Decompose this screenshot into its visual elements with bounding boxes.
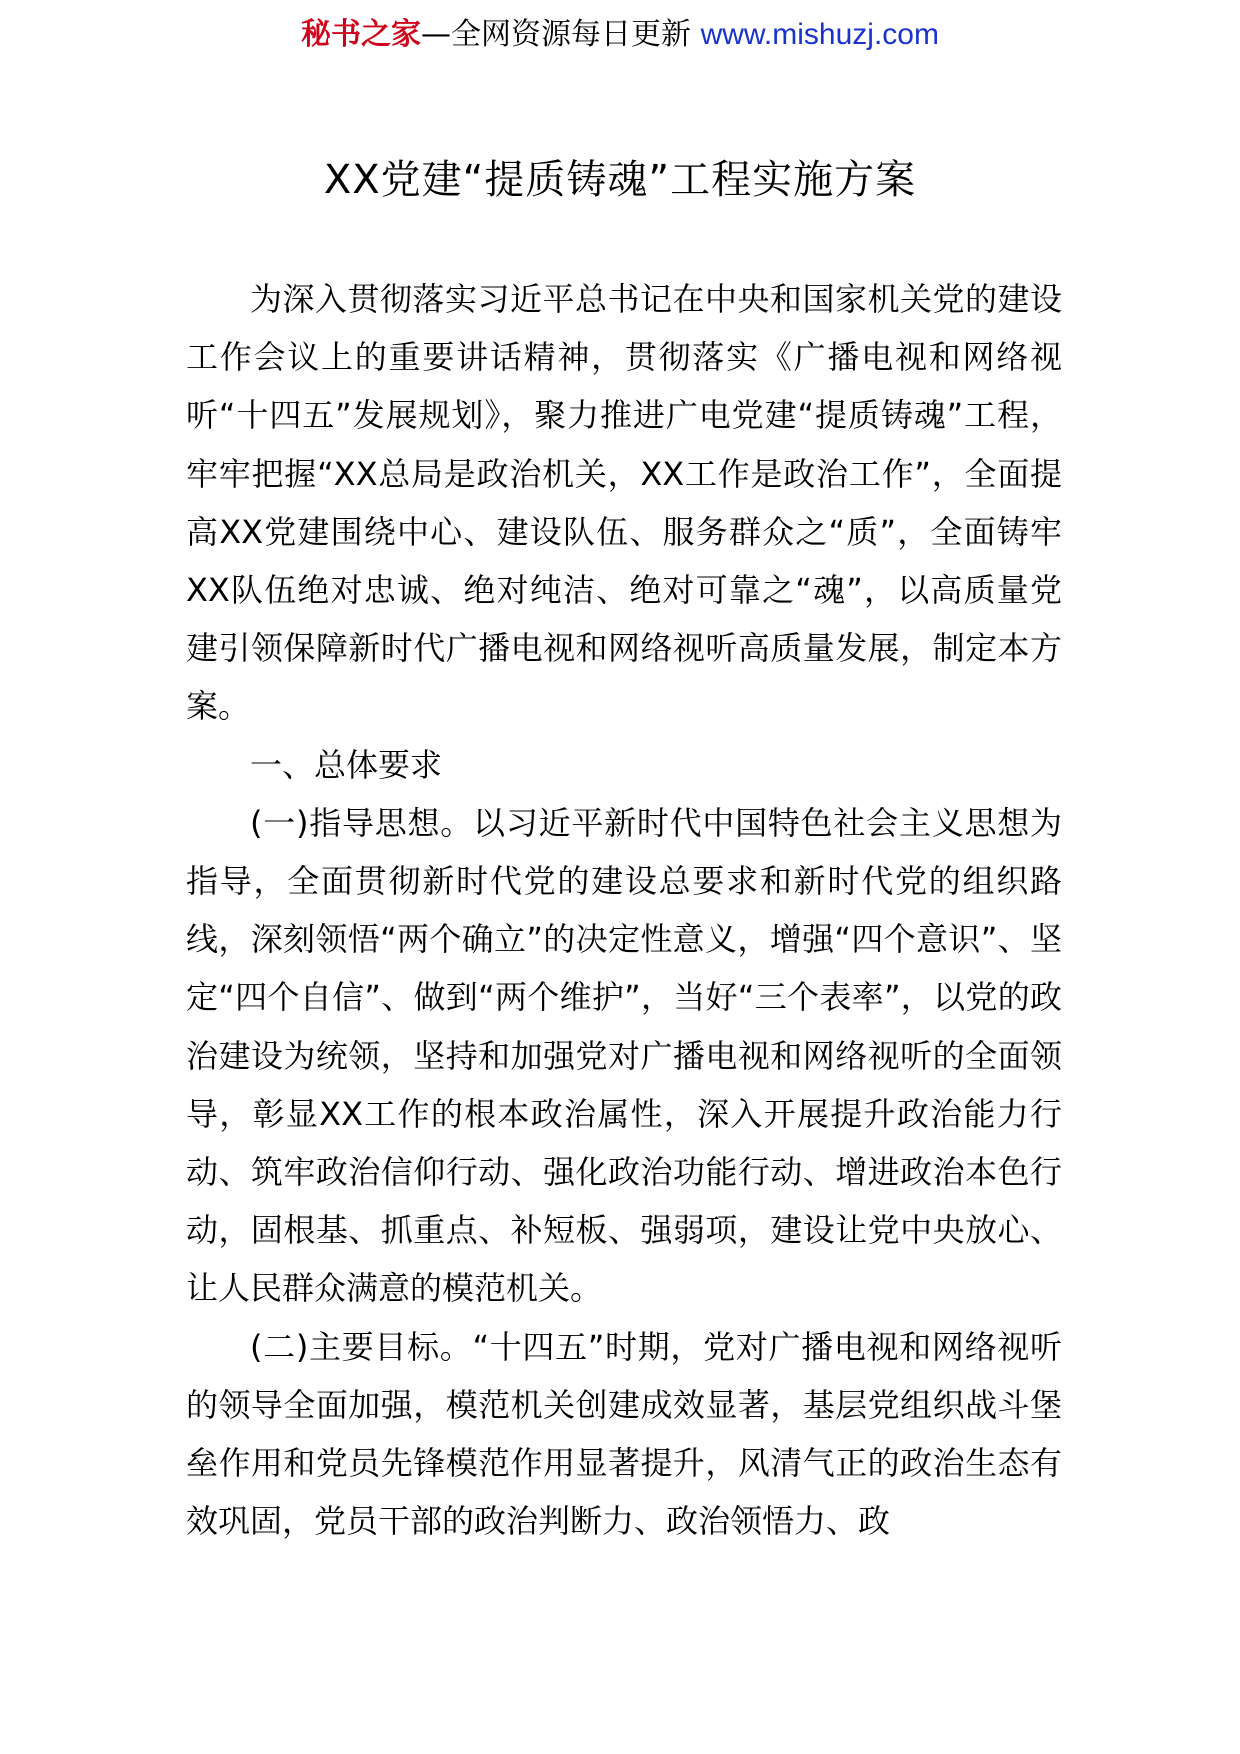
- site-brand: 秘书之家: [301, 17, 422, 52]
- document-body: [186, 270, 1062, 1550]
- main-goals-paragraph: (二)主要目标。“十四五”时期，党对广播电视和网络视听的领导全面加强，模范机关创建成效显著，基层党组织战斗堡垒作用和党员先锋模范作用显著提升，风清气正的政治生态有效巩固，党员干部的政治判断力、政治领悟力、政: [186, 1327, 1062, 1541]
- section-heading-general-requirements: 一、总体要求: [250, 745, 443, 784]
- site-tagline: —全网资源每日更新: [421, 17, 692, 52]
- document-title: XX党建“提质铸魂”工程实施方案: [323, 157, 917, 203]
- site-header-banner: [0, 12, 1240, 58]
- guiding-ideology-paragraph: (一)指导思想。以习近平新时代中国特色社会主义思想为指导，全面贯彻新时代党的建设总要求和新时代党的组织路线，深刻领悟“两个确立”的决定性意义，增强“四个意识”、坚定“四个自信”、做到“两个维护”，当好“三个表率”，以党的政治建设为统领，坚持和加强党对广播电视和网络视听的全面领导，彰显XX工作的根本政治属性，深入开展提升政治能力行动、筑牢政治信仰行动、强化政治功能行动、增进政治本色行动，固根基、抓重点、补短板、强弱项，建设让党中央放心、让人民群众满意的模范机关。: [186, 803, 1062, 1308]
- site-url-link[interactable]: www.mishuzj.com: [700, 18, 939, 51]
- intro-paragraph: 为深入贯彻落实习近平总书记在中央和国家机关党的建设工作会议上的重要讲话精神，贯彻落实《广播电视和网络视听“十四五”发展规划》，聚力推进广电党建“提质铸魂”工程，牢牢把握“XX总局是政治机关，XX工作是政治工作”，全面提高XX党建围绕中心、建设队伍、服务群众之“质”，全面铸牢XX队伍绝对忠诚、绝对纯洁、绝对可靠之“魂”，以高质量党建引领保障新时代广播电视和网络视听高质量发展，制定本方案。: [186, 280, 1062, 726]
